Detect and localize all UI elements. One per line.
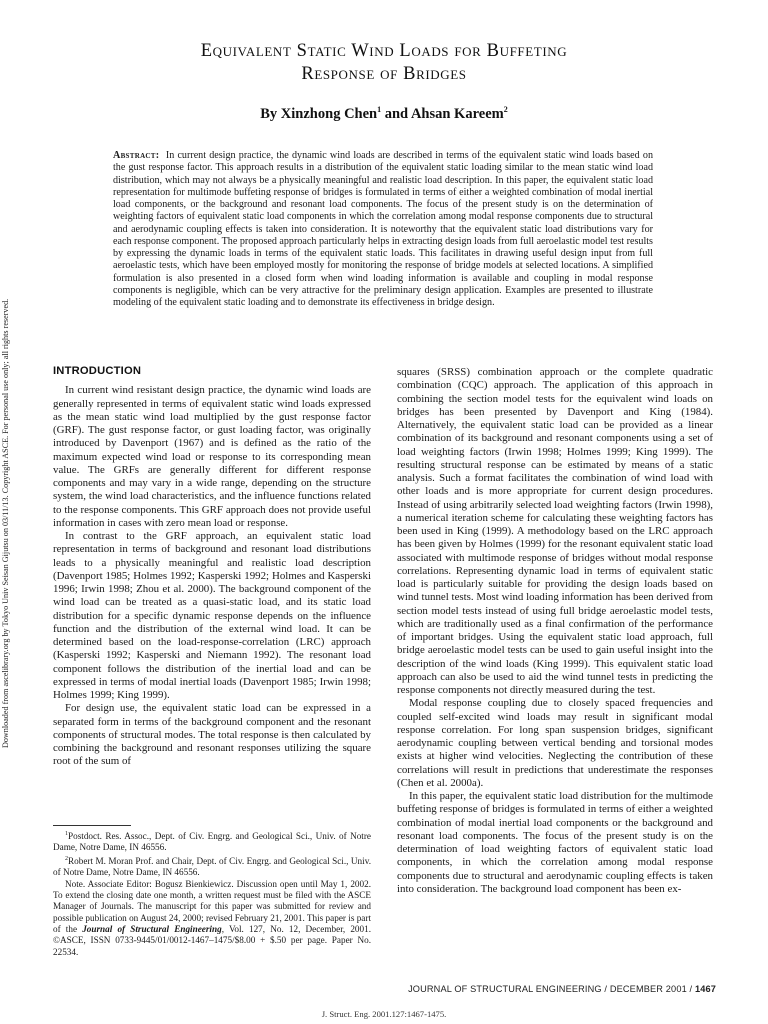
paper-title — [0, 40, 768, 86]
footnote-1-text: Postdoct. Res. Assoc., Dept. of Civ. Engrg. and Geological Sci., Univ. of Notre Dame, Notre Dame, IN 46556. — [53, 831, 371, 853]
footnote-2-text: Robert M. Moran Prof. and Chair, Dept. of Civ. Engrg. and Geological Sci., Univ. of Notre Dame, Notre Dame, IN 46556. — [53, 855, 371, 878]
running-footer-journal: JOURNAL OF STRUCTURAL ENGINEERING / DECEMBER 2001 / — [408, 984, 695, 994]
abstract-label: Abstract: — [113, 150, 160, 161]
running-footer — [382, 984, 716, 994]
author-line — [0, 105, 768, 123]
body-paragraph: In contrast to the GRF approach, an equivalent static load representation in terms of background and resonant load distributions leads to a physically meaningful and realistic load description (Davenport 1985; Holmes 1992; Kasperski 1992; Holmes and Kasperski 1996; Irwin 1998; Zhou et al. 2000). The background component of the wind load can be treated as a quasi-static load, and its static load distribution for a specific dynamic response depends on the influence function and the distribution of the external wind load. It can be determined based on the load-response-correlation (LRC) approach (Kasperski 1992; Kasperski and Niemann 1992). The resonant load component follows the distribution of the inertial load and can be expressed in terms of modal inertial loads (Davenport 1985; Irwin 1998; Holmes 1999; King 1999). — [53, 530, 371, 701]
editorial-note-text: Note. Associate Editor: Bogusz Bienkiewicz. Discussion open until May 1, 2002. To extend the closing date one month, a written request must be filed with the ASCE Manager of Journals. The manuscript for this paper was submitted for review and possible publication on August 24, 2000; revised February 21, 2001. This paper is part of the — [53, 878, 371, 934]
footnote-rule — [53, 825, 131, 826]
left-column — [53, 365, 371, 769]
abstract-text: In current design practice, the dynamic wind loads are described in terms of the equivalent static wind loads based on the gust response factor. This approach results in a distribution of the equivalent static loading similar to the mean static wind load distribution, which may not always be a physically meaningful and realistic load description. In this paper, the equivalent static load representation for multimode buffeting response of bridges is formulated in terms of either a weighted combination of modal inertial load components, or the background and resonant load components. The focus of the present study is on the determination of weighting factors of equivalent static load components in which the correlation among modal response components due to structural and aerodynamic coupling effects is taken into consideration. It is noteworthy that the equivalent static load distributions vary for each response component. The proposed approach particularly helps in extracting design loads from full aeroelastic model test results by expressing the dynamic loads in terms of the equivalent static loads. This facilitates in drawing useful design input from full aeroelastic tests, which have been employed mostly for monitoring the response of bridge models at selected locations. A simplified formulation is also presented in a closed form when wind loading information is available and coupling in modal response components is negligible, which can be very attractive for the preliminary design application. Examples are presented to illustrate modeling of the equivalent static loading and to demonstrate its effectiveness in bridge design. — [113, 150, 653, 308]
body-paragraph: squares (SRSS) combination approach or the complete quadratic combination (CQC) approach. The application of this approach in combining the section model tests for the equivalent wind loads on bridges has been presented by Davenport and King (1984). Alternatively, the equivalent static load can be provided as a linear combination of its background and resonant components using a set of load weighting factors (Irwin 1998; Holmes 1999; King 1999). The resulting structural response can be estimated by means of a static analysis. Such a format facilitates the combination of wind load with other loads and is more appropriate for current design procedures. Instead of using arbitrarily selected load weighting factors (Irwin 1998), a numerical iteration scheme for calculating these weighting factors has been used in King (1999). A methodology based on the LRC approach has been given by Holmes (1999) for the resonant equivalent static load associated with multimode response of bridges without modal response correlations. Representing dynamic load in terms of equivalent static load is particularly suitable for providing the design loads based on wind tunnel tests. Most wind loading information has been derived from section model tests instead of using full bridge aeroelastic model tests, which are traditionally used as a final confirmation of the performance of important bridges. Using the equivalent static load approach, full bridge aeroelastic model tests can be used to gain useful insight into the description of the wind loads (King 1999). This equivalent static load approach can also be used to aid the wind tunnel tests in predicting the response components not directly measured during the test. — [397, 366, 713, 696]
title-line-1: Equivalent Static Wind Loads for Buffeting — [200, 41, 568, 61]
download-notice-text: Downloaded from ascelibrary.org by Tokyo Univ Seisan Gijutsu on 03/11/13. Copyright ASCE. For personal use only; all rights reserved. — [1, 298, 10, 748]
body-paragraph: For design use, the equivalent static load can be expressed in a separated form in terms of the background component and the resonant components of structural modes. The total response is then calculated by combining the background and resonant responses utilizing the square root of the sum of — [53, 702, 371, 768]
editorial-note — [53, 879, 371, 958]
page-number: 1467 — [694, 984, 716, 994]
footnote-2-mark: 2 — [65, 855, 68, 862]
section-heading-introduction: INTRODUCTION — [53, 365, 142, 377]
title-line-2: Response of Bridges — [301, 64, 467, 84]
citation-line: J. Struct. Eng. 2001.127:1467-1475. — [321, 1009, 447, 1019]
body-paragraph: In this paper, the equivalent static load distribution for the multimode buffeting response of bridges is formulated in terms of either a weighted combination of modal inertial load components or the background and resonant load components. The focus of the present study is on the determination of load weighting factors of equivalent static load components, in which the correlation among modal response components due to structural and aerodynamic coupling effects is taken into consideration. The background load component has been ex- — [397, 790, 713, 895]
journal-name: Journal of Structural Engineering — [82, 923, 222, 934]
abstract — [113, 150, 653, 309]
footnotes — [53, 829, 371, 958]
author-1-name: By Xinzhong Chen — [260, 105, 378, 122]
footnote-2 — [53, 854, 371, 879]
author-joiner: and Ahsan Kareem — [381, 105, 504, 122]
right-column — [397, 366, 713, 896]
footnote-1-mark: 1 — [65, 831, 68, 837]
editorial-note-tail: , Vol. 127, No. 12, December, 2001. ©ASCE, ISSN 0733-9445/01/0012-1467–1475/$8.00 + $.50 per page. Paper No. 22534. — [53, 923, 371, 957]
body-paragraph: Modal response coupling due to closely spaced frequencies and coupled self-excited wind loads may result in significant modal response correlation. For long span suspension bridges, significant aerodynamic coupling between vertical bending and torsional modes exists at higher wind velocities. Neglecting the contribution of these correlations will result in predictions that underestimate the responses (Chen et al. 2000a). — [397, 697, 713, 789]
body-paragraph: In current wind resistant design practice, the dynamic wind loads are generally represented in terms of equivalent static wind loads expressed as the mean static wind load multiplied by the gust response factor (GRF). The gust response factor, or gust loading factor, was originally introduced by Davenport (1967) and is defined as the ratio of the maximum expected wind load or response to its corresponding mean value. The GRFs are generally different for different response components and may vary in a wide range, depending on the structure system, the wind load characteristics, and the influence functions related to the response components. This GRF approach does not provide useful information in cases with zero mean load or response. — [53, 384, 371, 529]
download-notice-margin — [0, 0, 16, 1024]
author-1-footnote-mark: 1 — [377, 105, 382, 114]
footnote-1 — [53, 829, 371, 854]
author-2-footnote-mark: 2 — [503, 105, 508, 114]
